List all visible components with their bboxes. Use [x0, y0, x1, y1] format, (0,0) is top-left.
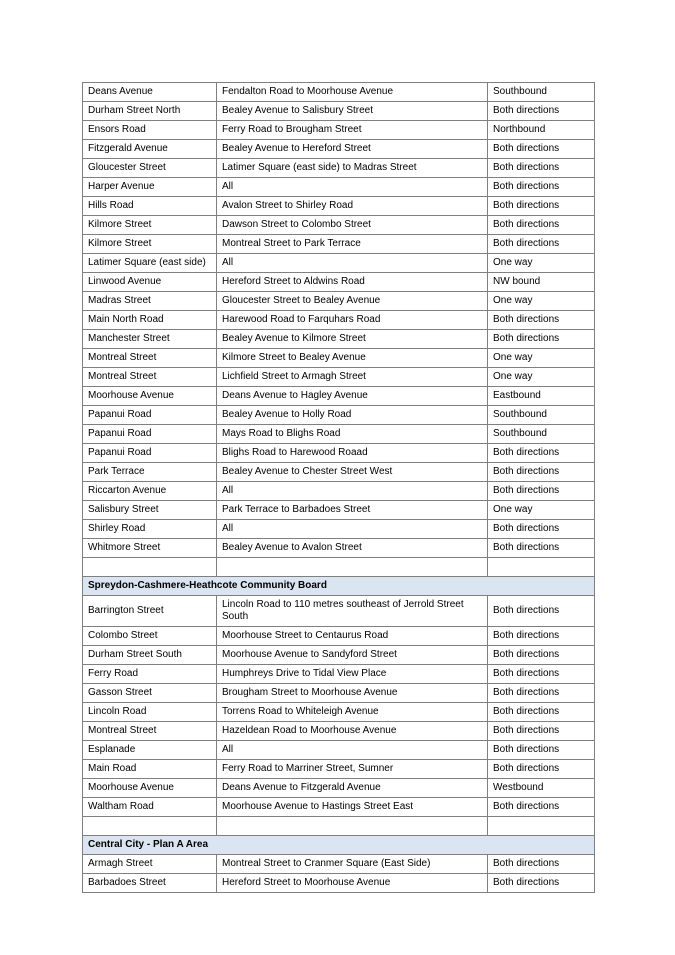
road-name-cell: Kilmore Street	[83, 235, 217, 254]
road-name-cell: Colombo Street	[83, 627, 217, 646]
road-name-cell: Montreal Street	[83, 722, 217, 741]
road-name-cell: Gloucester Street	[83, 159, 217, 178]
extent-cell	[217, 817, 488, 836]
table-row	[83, 798, 595, 817]
table-row	[83, 292, 595, 311]
direction-cell: Both directions	[488, 178, 595, 197]
direction-cell: Southbound	[488, 406, 595, 425]
direction-cell: Both directions	[488, 330, 595, 349]
extent-cell: Kilmore Street to Bealey Avenue	[217, 349, 488, 368]
direction-cell: Both directions	[488, 140, 595, 159]
road-restrictions-table	[82, 82, 595, 893]
road-name-cell: Park Terrace	[83, 463, 217, 482]
direction-cell: Both directions	[488, 684, 595, 703]
table-row	[83, 684, 595, 703]
road-name-cell: Papanui Road	[83, 406, 217, 425]
table-row	[83, 874, 595, 893]
direction-cell: NW bound	[488, 273, 595, 292]
table-row	[83, 311, 595, 330]
direction-cell: Both directions	[488, 855, 595, 874]
direction-cell: Both directions	[488, 159, 595, 178]
extent-cell: Park Terrace to Barbadoes Street	[217, 501, 488, 520]
direction-cell: Both directions	[488, 216, 595, 235]
direction-cell: Both directions	[488, 596, 595, 627]
road-name-cell: Papanui Road	[83, 444, 217, 463]
table-row	[83, 779, 595, 798]
direction-cell: Both directions	[488, 703, 595, 722]
road-name-cell	[83, 817, 217, 836]
direction-cell: Both directions	[488, 102, 595, 121]
extent-cell: Moorhouse Avenue to Sandyford Street	[217, 646, 488, 665]
direction-cell: Both directions	[488, 874, 595, 893]
table-row	[83, 102, 595, 121]
table-row	[83, 159, 595, 178]
extent-cell: Dawson Street to Colombo Street	[217, 216, 488, 235]
extent-cell: Bealey Avenue to Holly Road	[217, 406, 488, 425]
direction-cell: Southbound	[488, 425, 595, 444]
road-name-cell: Gasson Street	[83, 684, 217, 703]
extent-cell: Ferry Road to Marriner Street, Sumner	[217, 760, 488, 779]
road-name-cell: Manchester Street	[83, 330, 217, 349]
road-name-cell: Esplanade	[83, 741, 217, 760]
table-row	[83, 330, 595, 349]
road-name-cell: Ferry Road	[83, 665, 217, 684]
extent-cell: Lincoln Road to 110 metres southeast of Jerrold Street South	[217, 596, 488, 627]
extent-cell: All	[217, 178, 488, 197]
table-row	[83, 520, 595, 539]
table-row	[83, 254, 595, 273]
extent-cell: Brougham Street to Moorhouse Avenue	[217, 684, 488, 703]
road-name-cell	[83, 558, 217, 577]
table-row	[83, 121, 595, 140]
extent-cell	[217, 558, 488, 577]
direction-cell: Both directions	[488, 482, 595, 501]
direction-cell: Eastbound	[488, 387, 595, 406]
direction-cell: Both directions	[488, 760, 595, 779]
extent-cell: Lichfield Street to Armagh Street	[217, 368, 488, 387]
direction-cell	[488, 817, 595, 836]
extent-cell: Hereford Street to Moorhouse Avenue	[217, 874, 488, 893]
extent-cell: All	[217, 520, 488, 539]
extent-cell: All	[217, 482, 488, 501]
table-row	[83, 387, 595, 406]
direction-cell: Southbound	[488, 83, 595, 102]
extent-cell: Deans Avenue to Fitzgerald Avenue	[217, 779, 488, 798]
extent-cell: All	[217, 254, 488, 273]
table-row	[83, 368, 595, 387]
direction-cell: Both directions	[488, 646, 595, 665]
extent-cell: Deans Avenue to Hagley Avenue	[217, 387, 488, 406]
table-row	[83, 444, 595, 463]
table-row	[83, 665, 595, 684]
section-header-row	[83, 577, 595, 596]
table-row	[83, 703, 595, 722]
table-row	[83, 539, 595, 558]
extent-cell: Hereford Street to Aldwins Road	[217, 273, 488, 292]
road-name-cell: Main Road	[83, 760, 217, 779]
table-row	[83, 627, 595, 646]
direction-cell: Both directions	[488, 311, 595, 330]
direction-cell: Both directions	[488, 722, 595, 741]
table-row	[83, 178, 595, 197]
road-name-cell: Waltham Road	[83, 798, 217, 817]
direction-cell: One way	[488, 254, 595, 273]
table-row	[83, 273, 595, 292]
road-name-cell: Barbadoes Street	[83, 874, 217, 893]
table-row	[83, 855, 595, 874]
road-name-cell: Durham Street South	[83, 646, 217, 665]
direction-cell: One way	[488, 349, 595, 368]
table-row	[83, 216, 595, 235]
table-row	[83, 482, 595, 501]
direction-cell: Both directions	[488, 627, 595, 646]
direction-cell: Both directions	[488, 463, 595, 482]
table-body	[83, 83, 595, 893]
section-title: Spreydon-Cashmere-Heathcote Community Board	[83, 577, 595, 596]
direction-cell: Both directions	[488, 197, 595, 216]
extent-cell: Gloucester Street to Bealey Avenue	[217, 292, 488, 311]
direction-cell: Both directions	[488, 444, 595, 463]
extent-cell: Harewood Road to Farquhars Road	[217, 311, 488, 330]
road-name-cell: Armagh Street	[83, 855, 217, 874]
extent-cell: Moorhouse Street to Centaurus Road	[217, 627, 488, 646]
extent-cell: Bealey Avenue to Kilmore Street	[217, 330, 488, 349]
road-name-cell: Lincoln Road	[83, 703, 217, 722]
table-row	[83, 501, 595, 520]
blank-row	[83, 558, 595, 577]
section-title: Central City - Plan A Area	[83, 836, 595, 855]
road-name-cell: Madras Street	[83, 292, 217, 311]
extent-cell: All	[217, 741, 488, 760]
road-name-cell: Montreal Street	[83, 349, 217, 368]
blank-row	[83, 817, 595, 836]
road-name-cell: Durham Street North	[83, 102, 217, 121]
road-name-cell: Fitzgerald Avenue	[83, 140, 217, 159]
extent-cell: Bealey Avenue to Hereford Street	[217, 140, 488, 159]
road-name-cell: Latimer Square (east side)	[83, 254, 217, 273]
extent-cell: Hazeldean Road to Moorhouse Avenue	[217, 722, 488, 741]
extent-cell: Bealey Avenue to Avalon Street	[217, 539, 488, 558]
road-name-cell: Main North Road	[83, 311, 217, 330]
road-name-cell: Hills Road	[83, 197, 217, 216]
road-name-cell: Deans Avenue	[83, 83, 217, 102]
extent-cell: Ferry Road to Brougham Street	[217, 121, 488, 140]
extent-cell: Montreal Street to Cranmer Square (East Side)	[217, 855, 488, 874]
direction-cell: Both directions	[488, 665, 595, 684]
road-name-cell: Moorhouse Avenue	[83, 387, 217, 406]
table-row	[83, 760, 595, 779]
road-name-cell: Shirley Road	[83, 520, 217, 539]
extent-cell: Avalon Street to Shirley Road	[217, 197, 488, 216]
direction-cell: Both directions	[488, 798, 595, 817]
direction-cell: Northbound	[488, 121, 595, 140]
extent-cell: Humphreys Drive to Tidal View Place	[217, 665, 488, 684]
road-name-cell: Montreal Street	[83, 368, 217, 387]
table-row	[83, 349, 595, 368]
direction-cell: One way	[488, 368, 595, 387]
road-name-cell: Linwood Avenue	[83, 273, 217, 292]
section-header-row	[83, 836, 595, 855]
extent-cell: Mays Road to Blighs Road	[217, 425, 488, 444]
road-name-cell: Moorhouse Avenue	[83, 779, 217, 798]
extent-cell: Latimer Square (east side) to Madras Street	[217, 159, 488, 178]
table-row	[83, 406, 595, 425]
extent-cell: Montreal Street to Park Terrace	[217, 235, 488, 254]
table-row	[83, 596, 595, 627]
road-name-cell: Kilmore Street	[83, 216, 217, 235]
direction-cell: Both directions	[488, 741, 595, 760]
direction-cell: Both directions	[488, 520, 595, 539]
table-row	[83, 425, 595, 444]
road-name-cell: Riccarton Avenue	[83, 482, 217, 501]
extent-cell: Fendalton Road to Moorhouse Avenue	[217, 83, 488, 102]
road-name-cell: Salisbury Street	[83, 501, 217, 520]
table-row	[83, 197, 595, 216]
table-row	[83, 646, 595, 665]
extent-cell: Torrens Road to Whiteleigh Avenue	[217, 703, 488, 722]
direction-cell: One way	[488, 292, 595, 311]
road-name-cell: Papanui Road	[83, 425, 217, 444]
road-name-cell: Whitmore Street	[83, 539, 217, 558]
direction-cell: Westbound	[488, 779, 595, 798]
direction-cell: One way	[488, 501, 595, 520]
road-name-cell: Ensors Road	[83, 121, 217, 140]
extent-cell: Bealey Avenue to Chester Street West	[217, 463, 488, 482]
direction-cell: Both directions	[488, 235, 595, 254]
table-row	[83, 83, 595, 102]
extent-cell: Blighs Road to Harewood Roaad	[217, 444, 488, 463]
road-name-cell: Harper Avenue	[83, 178, 217, 197]
extent-cell: Moorhouse Avenue to Hastings Street East	[217, 798, 488, 817]
table-row	[83, 463, 595, 482]
road-name-cell: Barrington Street	[83, 596, 217, 627]
direction-cell	[488, 558, 595, 577]
table-row	[83, 741, 595, 760]
table-row	[83, 140, 595, 159]
extent-cell: Bealey Avenue to Salisbury Street	[217, 102, 488, 121]
table-row	[83, 722, 595, 741]
direction-cell: Both directions	[488, 539, 595, 558]
table-row	[83, 235, 595, 254]
